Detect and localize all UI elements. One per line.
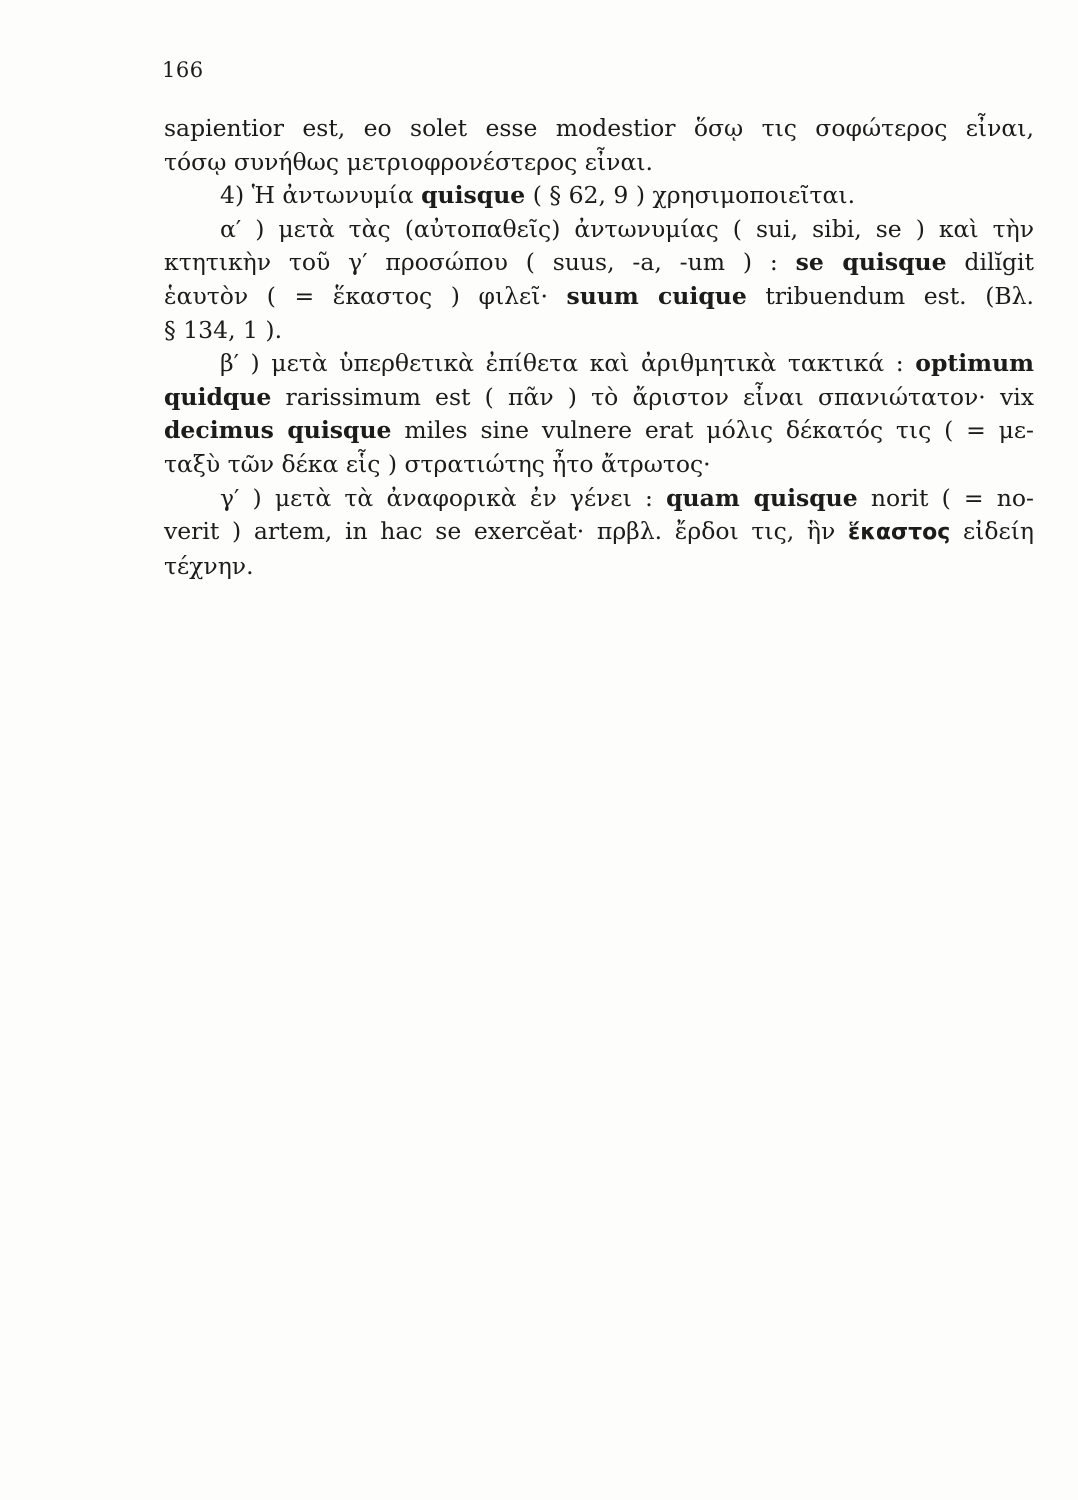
text-run: sapientior est, eo solet esse modestior ὅσῳ τις σοφώτερος εἶναι, [164,114,1034,142]
emphasized-term: quisque [421,181,526,210]
text-line [164,146,1034,180]
text-run: 4) Ἡ ἀντωνυμία [220,181,422,210]
emphasized-term: se quisque [795,248,947,277]
body-text [164,112,1034,583]
text-line [164,448,1034,482]
text-run: τέχνην. [164,551,254,580]
emphasized-term: suum cuique [566,281,747,310]
text-run: dilĭgit [946,248,1034,277]
text-line [164,213,1034,247]
emphasized-term: quam quisque [666,483,858,512]
text-run: tribuendum est. (Βλ. [746,281,1034,310]
text-line [164,550,1034,584]
text-run: ταξὺ τῶν δέκα εἷς ) στρατιώτης ἦτο ἄτρωτος· [164,449,711,478]
text-line [164,314,1034,348]
text-line [164,246,1034,280]
text-run: verit ) artem, in hac se exercĕat· πρβλ. ἔρδοι τις, ἣν [164,517,848,546]
text-line [164,112,1034,146]
text-run: εἰδείη [950,517,1034,546]
text-run: κτητικὴν τοῦ γ′ προσώπου ( suus, -a, -um ) : [164,248,796,277]
text-run: τόσῳ συνήθως μετριοφρονέστερος εἶναι. [164,147,654,176]
text-line [164,347,1034,381]
text-line [164,515,1034,550]
emphasized-term: optimum [915,349,1034,378]
text-run: α′ ) μετὰ τὰς (αὐτοπαθεῖς) ἀντωνυμίας ( sui, sibi, se ) καὶ τὴν [220,214,1034,243]
text-run: § 134, 1 ). [164,315,283,344]
text-run: ἑαυτὸν ( = ἕκαστος ) φιλεῖ· [164,281,567,310]
text-run: rarissimum est ( πᾶν ) τὸ ἄριστον εἶναι σπανιώτατον· vix [271,382,1034,411]
text-run: ( § 62, 9 ) χρησιμοποιεῖται. [525,181,856,210]
text-line [164,414,1034,448]
emphasized-term: decimus quisque [164,416,392,445]
text-run: norit ( = no- [857,483,1034,512]
emphasized-term: quidque [164,382,272,411]
text-run: miles sine vulnere erat μόλις δέκατός τις ( = με- [391,416,1034,445]
text-line [164,482,1034,516]
page-number: 166 [162,58,204,82]
text-run: β′ ) μετὰ ὑπερθετικὰ ἐπίθετα καὶ ἀριθμητικὰ τακτικά : [220,349,916,378]
text-line [164,381,1034,415]
text-line [164,179,1034,213]
emphasized-term: ἕκαστος [847,520,951,546]
text-line [164,280,1034,314]
text-run: γ′ ) μετὰ τὰ ἀναφορικὰ ἐν γένει : [220,483,667,512]
